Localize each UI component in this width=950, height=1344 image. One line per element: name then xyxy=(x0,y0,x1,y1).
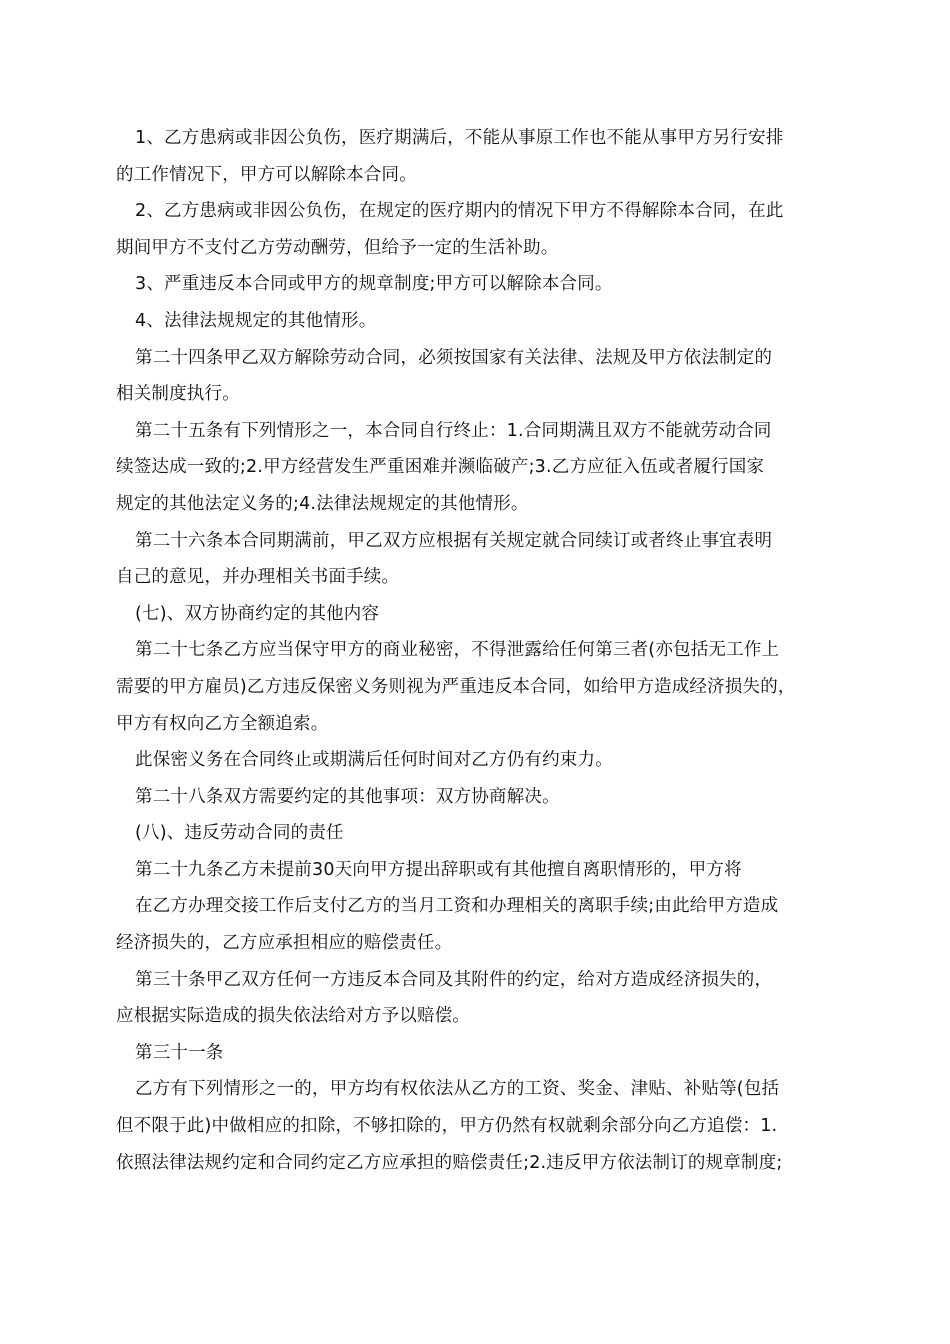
text-line: 需要的甲方雇员)乙方违反保密义务则视为严重违反本合同，如给甲方造成经济损失的， xyxy=(116,676,796,697)
text-line: 的工作情况下，甲方可以解除本合同。 xyxy=(116,164,417,185)
text-line: 2、乙方患病或非因公负伤，在规定的医疗期内的情况下甲方不得解除本合同，在此 xyxy=(135,201,784,222)
text-line: 第二十五条有下列情形之一，本合同自行终止：1.合同期满且双方不能就劳动合同 xyxy=(135,420,772,441)
text-line: 第二十九条乙方未提前30天向甲方提出辞职或有其他擅自离职情形的，甲方将 xyxy=(135,859,742,880)
text-line: 第二十四条甲乙双方解除劳动合同，必须按国家有关法律、法规及甲方依法制定的 xyxy=(135,347,773,368)
text-line: 3、严重违反本合同或甲方的规章制度;甲方可以解除本合同。 xyxy=(135,274,613,295)
text-line: 应根据实际造成的损失依法给对方予以赔偿。 xyxy=(116,1006,470,1027)
document-body xyxy=(116,120,856,1181)
text-line: 规定的其他法定义务的;4.法律法规规定的其他情形。 xyxy=(116,493,529,514)
text-line: 此保密义务在合同终止或期满后任何时间对乙方仍有约束力。 xyxy=(135,750,613,771)
text-line: (七)、双方协商约定的其他内容 xyxy=(135,603,380,624)
text-line: 相关制度执行。 xyxy=(116,384,240,405)
text-line: 第二十六条本合同期满前，甲乙双方应根据有关规定就合同续订或者终止事宜表明 xyxy=(135,530,773,551)
text-line: 自己的意见，并办理相关书面手续。 xyxy=(116,567,400,588)
text-line: 甲方有权向乙方全额追索。 xyxy=(116,713,329,734)
text-line: 依照法律法规约定和合同约定乙方应承担的赔偿责任;2.违反甲方依法制订的规章制度; xyxy=(116,1152,783,1173)
text-line: 第三十条甲乙双方任何一方违反本合同及其附件的约定，给对方造成经济损失的， xyxy=(135,969,773,990)
text-line: 第二十七条乙方应当保守甲方的商业秘密，不得泄露给任何第三者(亦包括无工作上 xyxy=(135,640,780,661)
text-line: 第二十八条双方需要约定的其他事项：双方协商解决。 xyxy=(135,786,560,807)
text-line: 1、乙方患病或非因公负伤，医疗期满后，不能从事原工作也不能从事甲方另行安排 xyxy=(135,128,784,148)
text-line: (八)、违反劳动合同的责任 xyxy=(135,823,344,844)
text-line: 经济损失的，乙方应承担相应的赔偿责任。 xyxy=(116,933,453,954)
text-line: 但不限于此)中做相应的扣除，不够扣除的，甲方仍然有权就剩余部分向乙方追偿：1. xyxy=(116,1116,778,1137)
text-line: 续签达成一致的;2.甲方经营发生严重困难并濒临破产;3.乙方应征入伍或者履行国家 xyxy=(116,457,765,478)
text-line: 4、法律法规规定的其他情形。 xyxy=(135,310,377,331)
text-line: 乙方有下列情形之一的，甲方均有权依法从乙方的工资、奖金、津贴、补贴等(包括 xyxy=(135,1079,780,1100)
text-line: 第三十一条 xyxy=(135,1042,224,1063)
text-line: 在乙方办理交接工作后支付乙方的当月工资和办理相关的离职手续;由此给甲方造成 xyxy=(135,896,779,917)
text-line: 期间甲方不支付乙方劳动酬劳，但给予一定的生活补助。 xyxy=(116,237,559,258)
